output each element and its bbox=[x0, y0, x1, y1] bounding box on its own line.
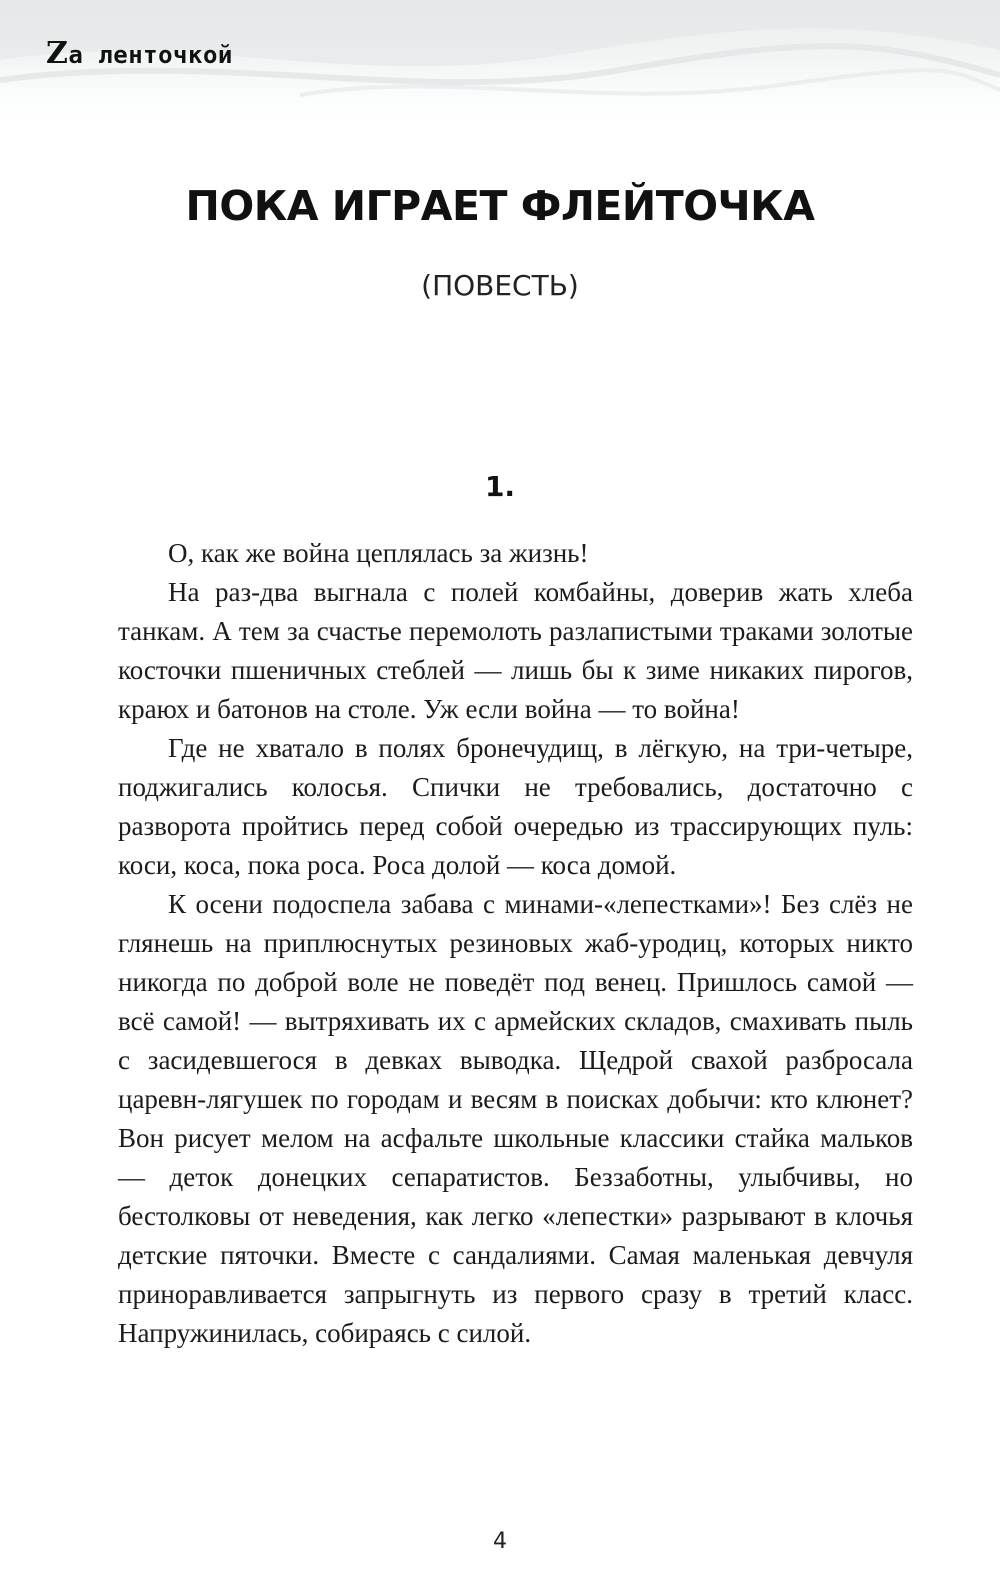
running-head-initial: Z bbox=[46, 36, 69, 71]
chapter-number: 1. bbox=[484, 470, 516, 503]
page-number: 4 bbox=[493, 1529, 507, 1554]
running-head-text: а ленточкой bbox=[68, 41, 233, 69]
body-text bbox=[118, 534, 913, 1353]
paragraph: К осени подоспела забава с минами-«лепестками»! Без слёз не глянешь на приплюснутых резиновых жаб-уродиц, которых никто никогда по доброй воле не поведёт под венец. Пришлось самой — всё самой! — вытряхивать их с армейских складов, смахивать пыль с засидевшегося в девках выводка. Щедрой свахой разбросала царевн-лягушек по городам и весям в поисках добычи: кто клюнет? Вон рисует мелом на асфальте школьные классики стайка мальков — деток донецких сепаратистов. Беззаботны, улыбчивы, но бестолковы от неведения, как легко «лепестки» разрывают в клочья детские пяточки. Вместе с сандалиями. Самая маленькая девчуля приноравливается запрыгнуть из первого сразу в третий класс. Напружинилась, собираясь с силой. bbox=[118, 889, 913, 1348]
page-subtitle: (ПОВЕСТЬ) bbox=[421, 269, 579, 302]
paragraph: На раз-два выгнала с полей комбайны, доверив жать хлеба танкам. А тем за счастье перемолоть разлапистыми траками золотые косточки пшеничных стеблей — лишь бы к зиме никаких пирогов, краюх и батонов на столе. Уж если война — то война! bbox=[118, 577, 913, 724]
page-title: ПОКА ИГРАЕТ ФЛЕЙТОЧКА bbox=[185, 182, 815, 230]
paragraph: О, как же война цеплялась за жизнь! bbox=[168, 538, 589, 568]
paragraph: Где не хватало в полях бронечудищ, в лёгкую, на три-четыре, поджигались колосья. Спички не требовались, достаточно с разворота пройтись перед собой очередью из трассирующих пуль: коси, коса, пока роса. Роса долой — коса домой. bbox=[118, 733, 913, 880]
running-head bbox=[46, 36, 233, 71]
header-band bbox=[0, 0, 1000, 120]
